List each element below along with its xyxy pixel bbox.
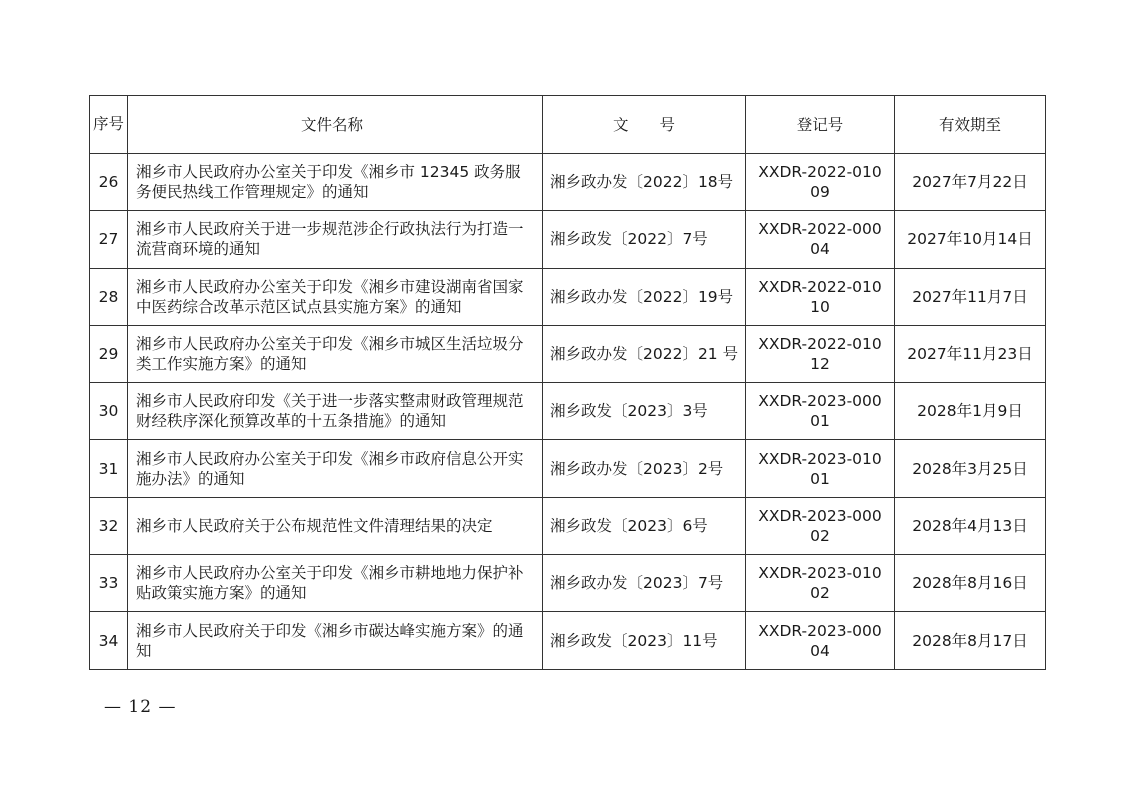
row-valid-until-cell — [895, 497, 1046, 554]
row-reg-no-cell — [746, 612, 895, 669]
row-reg-no: XXDR-2023-01001 — [758, 449, 882, 488]
header-doc-no: 文 号 — [543, 96, 746, 154]
row-file-name: 湘乡市人民政府关于进一步规范涉企行政执法行为打造一流营商环境的通知 — [128, 211, 543, 268]
row-seq: 34 — [90, 612, 128, 669]
row-reg-no-cell — [746, 325, 895, 382]
header-seq: 序号 — [90, 96, 128, 154]
row-seq: 30 — [90, 383, 128, 440]
row-valid-until: 2028年4月13日 — [912, 516, 1028, 535]
row-reg-no: XXDR-2022-01012 — [758, 335, 882, 374]
row-valid-until-cell — [895, 383, 1046, 440]
row-file-name: 湘乡市人民政府关于印发《湘乡市碳达峰实施方案》的通知 — [128, 612, 543, 669]
header-valid-until: 有效期至 — [895, 96, 1046, 154]
row-seq: 32 — [90, 497, 128, 554]
row-seq: 27 — [90, 211, 128, 268]
row-reg-no: XXDR-2022-01009 — [758, 163, 882, 202]
row-doc-no: 湘乡政办发〔2022〕18号 — [543, 154, 746, 211]
row-reg-no-cell — [746, 440, 895, 497]
row-doc-no: 湘乡政办发〔2023〕7号 — [543, 555, 746, 612]
row-valid-until: 2027年10月14日 — [907, 230, 1033, 249]
row-doc-no: 湘乡政发〔2023〕3号 — [543, 383, 746, 440]
row-reg-no: XXDR-2023-00002 — [758, 506, 882, 545]
table-row — [90, 440, 1046, 497]
table-body — [90, 154, 1046, 670]
table-row — [90, 555, 1046, 612]
row-valid-until-cell — [895, 211, 1046, 268]
row-reg-no-cell — [746, 555, 895, 612]
row-valid-until: 2027年11月23日 — [907, 345, 1033, 364]
row-reg-no: XXDR-2023-01002 — [758, 564, 882, 603]
row-valid-until-cell — [895, 440, 1046, 497]
table-row — [90, 497, 1046, 554]
row-reg-no-cell — [746, 211, 895, 268]
row-file-name: 湘乡市人民政府关于公布规范性文件清理结果的决定 — [128, 497, 543, 554]
row-valid-until-cell — [895, 154, 1046, 211]
row-reg-no-cell — [746, 497, 895, 554]
page-number: — 12 — — [104, 697, 177, 717]
row-valid-until-cell — [895, 612, 1046, 669]
row-file-name: 湘乡市人民政府办公室关于印发《湘乡市耕地地力保护补贴政策实施方案》的通知 — [128, 555, 543, 612]
row-doc-no: 湘乡政办发〔2022〕19号 — [543, 268, 746, 325]
table-header-row — [90, 96, 1046, 154]
row-doc-no: 湘乡政发〔2022〕7号 — [543, 211, 746, 268]
row-valid-until: 2028年1月9日 — [917, 402, 1023, 421]
row-reg-no-cell — [746, 154, 895, 211]
row-file-name: 湘乡市人民政府办公室关于印发《湘乡市城区生活垃圾分类工作实施方案》的通知 — [128, 325, 543, 382]
header-reg-no: 登记号 — [746, 96, 895, 154]
row-valid-until-cell — [895, 268, 1046, 325]
row-doc-no: 湘乡政发〔2023〕6号 — [543, 497, 746, 554]
table-row — [90, 154, 1046, 211]
row-reg-no-cell — [746, 383, 895, 440]
row-valid-until: 2028年8月17日 — [912, 631, 1028, 650]
row-valid-until-cell — [895, 325, 1046, 382]
table-row — [90, 325, 1046, 382]
row-seq: 33 — [90, 555, 128, 612]
row-file-name: 湘乡市人民政府办公室关于印发《湘乡市建设湖南省国家中医药综合改革示范区试点县实施方案》的通知 — [128, 268, 543, 325]
row-reg-no-cell — [746, 268, 895, 325]
row-reg-no: XXDR-2023-00001 — [758, 392, 882, 431]
row-valid-until: 2028年3月25日 — [912, 459, 1028, 478]
table-row — [90, 268, 1046, 325]
row-valid-until: 2028年8月16日 — [912, 574, 1028, 593]
row-doc-no: 湘乡政发〔2023〕11号 — [543, 612, 746, 669]
table-row — [90, 383, 1046, 440]
document-table — [89, 95, 1046, 670]
row-reg-no: XXDR-2022-00004 — [758, 220, 882, 259]
row-valid-until-cell — [895, 555, 1046, 612]
row-seq: 29 — [90, 325, 128, 382]
row-seq: 31 — [90, 440, 128, 497]
row-seq: 28 — [90, 268, 128, 325]
row-doc-no: 湘乡政办发〔2023〕2号 — [543, 440, 746, 497]
row-seq: 26 — [90, 154, 128, 211]
row-valid-until: 2027年7月22日 — [912, 173, 1028, 192]
row-doc-no: 湘乡政办发〔2022〕21 号 — [543, 325, 746, 382]
row-reg-no: XXDR-2023-00004 — [758, 621, 882, 660]
row-reg-no: XXDR-2022-01010 — [758, 277, 882, 316]
table-row — [90, 211, 1046, 268]
header-name: 文件名称 — [128, 96, 543, 154]
row-file-name: 湘乡市人民政府办公室关于印发《湘乡市 12345 政务服务便民热线工作管理规定》的通知 — [128, 154, 543, 211]
row-file-name: 湘乡市人民政府印发《关于进一步落实整肃财政管理规范财经秩序深化预算改革的十五条措施》的通知 — [128, 383, 543, 440]
table-row — [90, 612, 1046, 669]
row-file-name: 湘乡市人民政府办公室关于印发《湘乡市政府信息公开实施办法》的通知 — [128, 440, 543, 497]
row-valid-until: 2027年11月7日 — [912, 287, 1028, 306]
